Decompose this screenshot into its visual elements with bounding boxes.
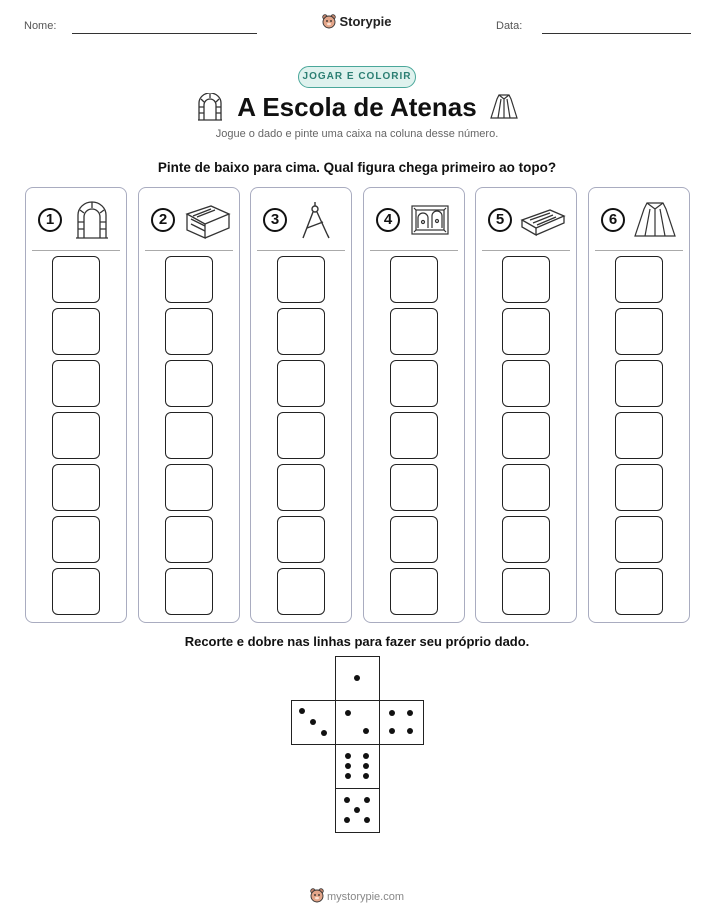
die-pip xyxy=(345,710,351,716)
die-pip xyxy=(407,728,413,734)
column-2 xyxy=(138,187,240,623)
color-box[interactable] xyxy=(165,360,213,407)
die-pip xyxy=(407,710,413,716)
die-face-6 xyxy=(335,744,380,789)
column-number: 4 xyxy=(376,208,400,232)
color-box[interactable] xyxy=(615,360,663,407)
color-box[interactable] xyxy=(502,360,550,407)
date-line xyxy=(542,33,691,34)
color-box[interactable] xyxy=(615,568,663,615)
column-number: 1 xyxy=(38,208,62,232)
color-box[interactable] xyxy=(52,360,100,407)
column-number: 3 xyxy=(263,208,287,232)
column-number: 5 xyxy=(488,208,512,232)
color-box[interactable] xyxy=(502,412,550,459)
column-1 xyxy=(25,187,127,623)
color-box[interactable] xyxy=(502,256,550,303)
die-pip xyxy=(363,773,369,779)
brand-name: Storypie xyxy=(339,14,392,29)
color-box[interactable] xyxy=(165,464,213,511)
instruction: Pinte de baixo para cima. Qual figura chega primeiro ao topo? xyxy=(157,160,557,175)
color-box[interactable] xyxy=(52,568,100,615)
die-face-4 xyxy=(379,700,424,745)
column-divider xyxy=(257,250,345,251)
color-box[interactable] xyxy=(165,568,213,615)
color-box[interactable] xyxy=(165,516,213,563)
die-pip xyxy=(389,710,395,716)
color-box[interactable] xyxy=(277,308,325,355)
color-box[interactable] xyxy=(615,308,663,355)
color-box[interactable] xyxy=(390,568,438,615)
column-3 xyxy=(250,187,352,623)
color-box[interactable] xyxy=(277,464,325,511)
color-box[interactable] xyxy=(615,412,663,459)
color-box[interactable] xyxy=(502,568,550,615)
painting-icon xyxy=(408,200,452,240)
compass-icon xyxy=(295,200,339,240)
color-box[interactable] xyxy=(165,308,213,355)
die-pip xyxy=(364,817,370,823)
color-box[interactable] xyxy=(277,568,325,615)
column-divider xyxy=(595,250,683,251)
die-face-5 xyxy=(335,788,380,833)
color-box[interactable] xyxy=(615,516,663,563)
footer xyxy=(0,888,714,907)
column-4 xyxy=(363,187,465,623)
die-face-2 xyxy=(335,700,380,745)
cloak-icon xyxy=(633,200,677,240)
column-divider xyxy=(482,250,570,251)
color-box[interactable] xyxy=(390,308,438,355)
color-box[interactable] xyxy=(52,308,100,355)
color-box[interactable] xyxy=(615,256,663,303)
die-pip xyxy=(354,807,360,813)
brand-logo xyxy=(0,14,714,33)
color-box[interactable] xyxy=(502,516,550,563)
die-pip xyxy=(344,817,350,823)
tablet-icon xyxy=(520,200,564,240)
date-label: Data: xyxy=(496,20,523,32)
color-box[interactable] xyxy=(502,308,550,355)
color-box[interactable] xyxy=(502,464,550,511)
color-box[interactable] xyxy=(390,464,438,511)
subtitle: Jogue o dado e pinte uma caixa na coluna desse número. xyxy=(215,128,499,140)
color-box[interactable] xyxy=(390,360,438,407)
color-box[interactable] xyxy=(52,412,100,459)
die-pip xyxy=(389,728,395,734)
footer-url[interactable]: mystorypie.com xyxy=(326,891,405,903)
cut-instruction: Recorte e dobre nas linhas para fazer seu próprio dado. xyxy=(184,634,530,649)
column-divider xyxy=(370,250,458,251)
page-title: A Escola de Atenas xyxy=(237,92,477,122)
color-box[interactable] xyxy=(390,516,438,563)
die-pip xyxy=(363,763,369,769)
die-pip xyxy=(364,797,370,803)
die-pip xyxy=(354,675,360,681)
column-number: 6 xyxy=(601,208,625,232)
column-divider xyxy=(32,250,120,251)
color-box[interactable] xyxy=(277,412,325,459)
color-box[interactable] xyxy=(390,256,438,303)
die-pip xyxy=(310,719,316,725)
color-box[interactable] xyxy=(165,412,213,459)
die-pip xyxy=(321,730,327,736)
column-5 xyxy=(475,187,577,623)
column-divider xyxy=(145,250,233,251)
color-box[interactable] xyxy=(52,516,100,563)
name-label: Nome: xyxy=(24,20,57,32)
bear-logo-icon xyxy=(310,888,324,907)
color-box[interactable] xyxy=(277,516,325,563)
die-pip xyxy=(345,773,351,779)
color-box[interactable] xyxy=(52,256,100,303)
arch-icon xyxy=(70,200,114,240)
die-pip xyxy=(345,763,351,769)
die-pip xyxy=(363,728,369,734)
color-box[interactable] xyxy=(52,464,100,511)
column-6 xyxy=(588,187,690,623)
color-box[interactable] xyxy=(277,256,325,303)
die-face-1 xyxy=(335,656,380,701)
die-face-3 xyxy=(291,700,336,745)
die-pip xyxy=(344,797,350,803)
die-pip xyxy=(345,753,351,759)
name-line xyxy=(72,33,257,34)
cloak-icon xyxy=(490,93,518,126)
color-box[interactable] xyxy=(165,256,213,303)
column-number: 2 xyxy=(151,208,175,232)
color-box[interactable] xyxy=(390,412,438,459)
bear-logo-icon xyxy=(322,14,336,33)
color-box[interactable] xyxy=(615,464,663,511)
activity-tag: JOGAR E COLORIR xyxy=(298,66,416,88)
die-pip xyxy=(363,753,369,759)
color-box[interactable] xyxy=(277,360,325,407)
book-icon xyxy=(183,200,227,240)
die-pip xyxy=(299,708,305,714)
